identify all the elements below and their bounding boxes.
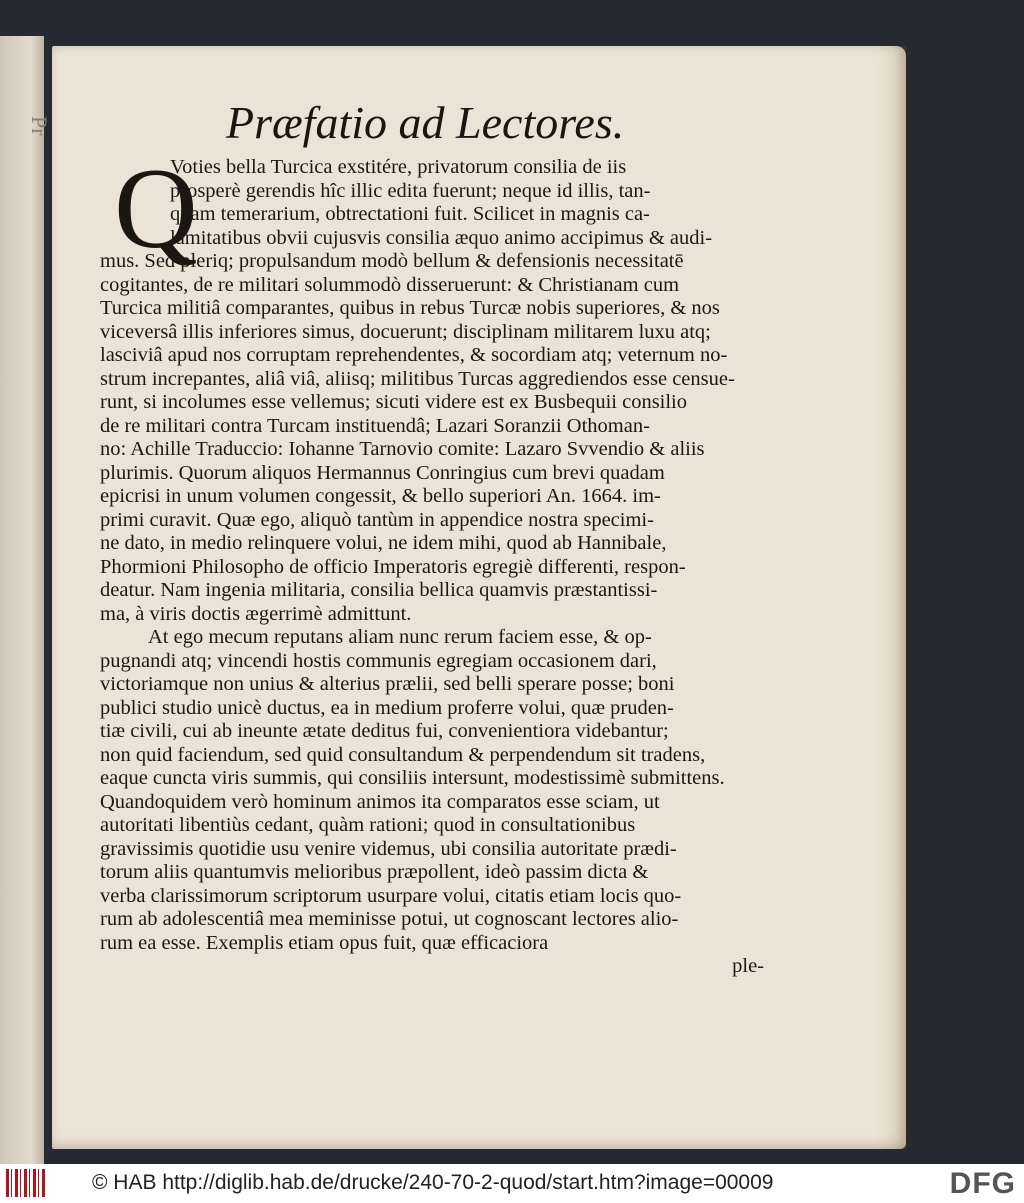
text-line: epicrisi in unum volumen congessit, & bello superiori An. 1664. im- [100,485,661,507]
text-line: plurimis. Quorum aliquos Hermannus Conringius cum brevi quadam [100,461,665,484]
body-text [100,156,772,979]
text-line: deatur. Nam ingenia militaria, consilia bellica quamvis præstantissi- [100,579,658,601]
text-line: rum ab adolescentiâ mea meminisse potui, ut cognoscant lectores alio- [100,908,679,930]
text-line: lamitatibus obvii cujusvis consilia æquo animo accipimus & audi- [170,226,713,249]
text-line: pugnandi atq; vincendi hostis communis egregiam occasionem dari, [100,649,657,672]
text-line: eaque cuncta viris summis, qui consiliis intersunt, modestissimè submittens. [100,767,725,789]
text-line: Quandoquidem verò hominum animos ita comparatos esse sciam, ut [100,790,660,813]
text-line: publici studio unicè ductus, ea in medium proferre volui, quæ pruden- [100,696,674,719]
text-line: non quid faciendum, sed quid consultandum & perpendendum sit tradens, [100,743,706,766]
text-line: tiæ civili, cui ab ineunte ætate deditus fui, convenientiora videbantur; [100,720,669,742]
text-line: no: Achille Traduccio: Iohanne Tarnovio comite: Lazaro Svvendio & aliis [100,438,705,460]
text-line: runt, si incolumes esse vellemus; sicuti videre est ex Busbequii consilio [100,391,688,413]
copyright-link[interactable]: © HAB http://diglib.hab.de/drucke/240-70-2-quod/start.htm?image=00009 [92,1171,774,1194]
text-line: Phormioni Philosopho de officio Imperatoris egregiè differenti, respon- [100,555,686,578]
text-line: de re militari contra Turcam instituendâ; Lazari Soranzii Othoman- [100,414,650,437]
text-line: quam temerarium, obtrectationi fuit. Scilicet in magnis ca- [170,203,650,225]
text-line: At ego mecum reputans aliam nunc rerum faciem esse, & op- [148,626,652,648]
drop-capital: Q [114,145,198,273]
footer-bar [0,1164,1024,1203]
text-line: ma, à viris doctis ægerrimè admittunt. [100,602,412,625]
text-line: ne dato, in medio relinquere volui, ne idem mihi, quod ab Hannibale, [100,532,667,554]
text-line: mus. Sed pleriq; propulsandum modò bellum & defensionis necessitatē [100,250,684,272]
text-line: rum ea esse. Exemplis etiam opus fuit, quæ efficaciora [100,931,549,954]
page-title: Præfatio ad Lectores. [226,97,625,148]
text-line: lasciviâ apud nos corruptam reprehendentes, & socordiam atq; veternum no- [100,344,728,366]
text-line: torum aliis quantumvis melioribus præpollent, ideò passim dicta & [100,861,649,883]
text-line: Voties bella Turcica exstitére, privatorum consilia de iis [170,156,627,178]
text-line: cogitantes, de re militari solummodò disseruerunt: & Christianam cum [100,273,680,296]
text-line: gravissimis quotidie usu venire videmus, ubi consilia autoritate prædi- [100,837,677,860]
text-line: ple- [732,955,764,977]
text-line: verba clarissimorum scriptorum usurpare volui, citatis etiam locis quo- [100,884,682,907]
text-line: autoritati libentiùs cedant, quàm rationi; quod in consultationibus [100,814,636,836]
dfg-logo: DFG [949,1167,1016,1200]
left-page-fragment: Pr [27,116,52,136]
text-line: primi curavit. Quæ ego, aliquò tantùm in appendice nostra specimi- [100,508,654,531]
text-line: victoriamque non unius & alterius prælii, sed belli sperare posse; boni [100,673,675,695]
text-line: Turcica militiâ comparantes, quibus in rebus Turcæ nobis superiores, & nos [100,297,720,319]
scanned-page [52,46,906,1149]
text-line: prosperè gerendis hîc illic edita fuerunt; neque id illis, tan- [170,179,651,202]
text-line: viceversâ illis inferiores simus, docuerunt; disciplinam militarem luxu atq; [100,320,711,343]
left-page-edge [0,36,52,1164]
hab-logo-icon [6,1169,46,1197]
text-line: strum increpantes, aliâ viâ, aliisq; militibus Turcas aggrediendos esse censue- [100,367,735,390]
